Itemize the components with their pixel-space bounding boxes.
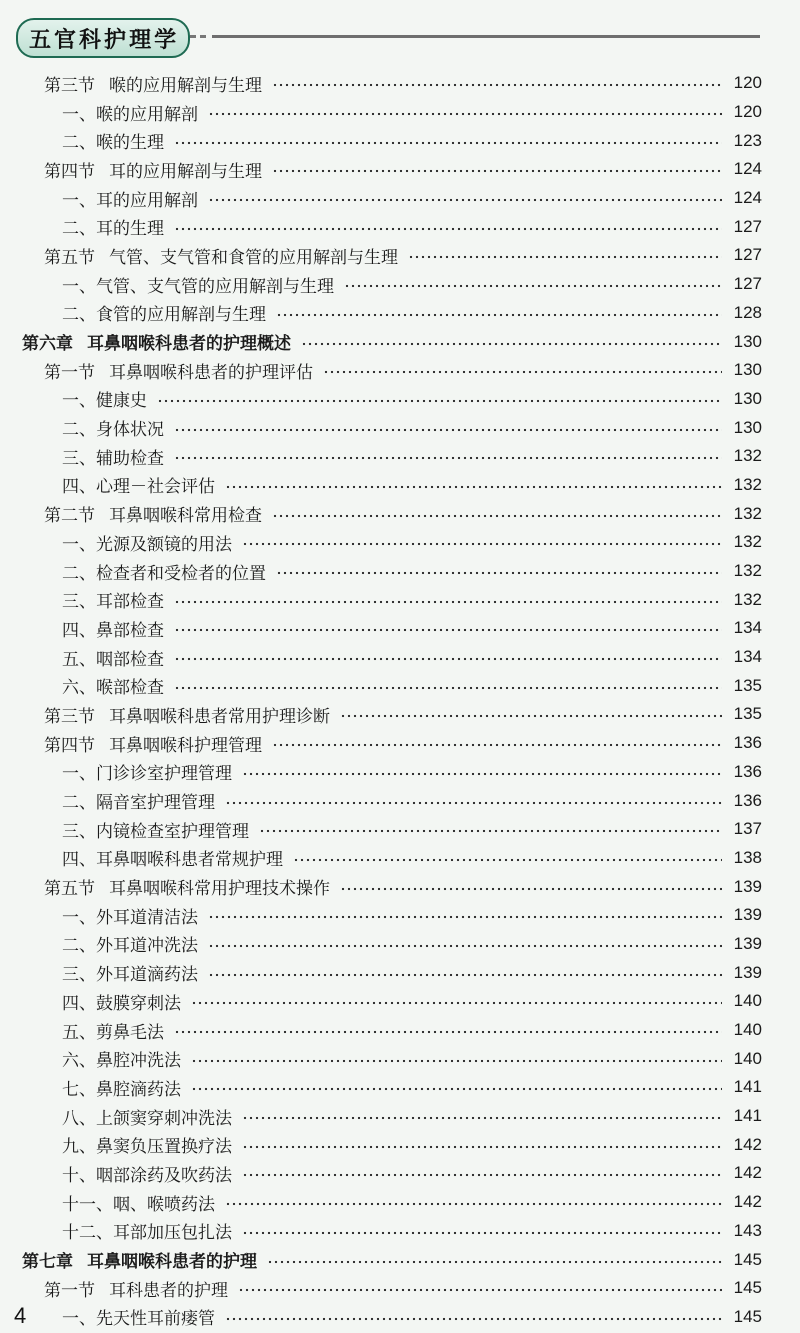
dot-leader — [242, 771, 722, 777]
toc-entry-number: 第一节 — [44, 362, 95, 383]
toc-entry-title: 二、喉的生理 — [62, 133, 164, 154]
dot-leader — [272, 513, 722, 519]
toc-entry-title: 耳鼻咽喉科常用检查 — [109, 506, 262, 527]
dot-leader — [242, 541, 722, 547]
toc-entry-label — [62, 788, 219, 813]
toc-item-row[interactable] — [0, 614, 800, 643]
toc-section-row[interactable] — [0, 499, 800, 528]
toc-item-row[interactable] — [0, 1016, 800, 1045]
toc-entry-label — [62, 1161, 236, 1186]
toc-entry-label — [44, 874, 334, 899]
dot-leader — [191, 1086, 722, 1092]
dot-leader — [340, 713, 722, 719]
dot-leader — [267, 1259, 722, 1265]
toc-entry-label — [62, 472, 219, 497]
toc-page-number: 130 — [733, 331, 762, 351]
toc-entry-number: 第六章 — [22, 334, 73, 355]
toc-entry-label — [62, 530, 236, 555]
toc-entry-number: 第三节 — [44, 75, 95, 96]
toc-entry-number: 第七章 — [22, 1252, 73, 1273]
toc-entry-title: 耳鼻咽喉科常用护理技术操作 — [109, 879, 330, 900]
toc-entry-label — [62, 300, 270, 325]
toc-page-number: 124 — [733, 188, 762, 208]
toc-page-number: 130 — [733, 360, 762, 380]
header-rule — [212, 35, 760, 38]
toc-page-number: 127 — [733, 245, 762, 265]
toc-entry-label — [62, 1018, 168, 1043]
toc-entry-title: 六、鼻腔冲洗法 — [62, 1051, 181, 1072]
toc-page-number: 132 — [733, 561, 762, 581]
toc-page-number: 132 — [733, 532, 762, 552]
toc-entry-title: 二、检查者和受检者的位置 — [62, 563, 266, 584]
dot-leader — [174, 427, 722, 433]
toc-entry-number: 第四节 — [44, 735, 95, 756]
toc-entry-label — [62, 415, 168, 440]
toc-entry-title: 三、外耳道滴药法 — [62, 965, 198, 986]
toc-page-number: 141 — [733, 1077, 762, 1097]
toc-entry-title: 四、鼻部检查 — [62, 620, 164, 641]
toc-entry-label — [62, 186, 202, 211]
toc-entry-title: 耳鼻咽喉科患者的护理概述 — [87, 334, 291, 355]
toc-entry-label — [62, 128, 168, 153]
table-of-contents — [0, 69, 800, 1331]
dot-leader — [174, 140, 722, 146]
toc-page-number: 145 — [733, 1278, 762, 1298]
dot-leader — [208, 972, 722, 978]
dot-leader — [340, 886, 722, 892]
toc-item-row[interactable] — [0, 585, 800, 614]
dot-leader — [174, 656, 722, 662]
toc-entry-title: 一、光源及额镜的用法 — [62, 534, 232, 555]
toc-page-number: 132 — [733, 503, 762, 523]
toc-page-number: 127 — [733, 216, 762, 236]
toc-item-row[interactable] — [0, 385, 800, 414]
toc-page-number: 135 — [733, 704, 762, 724]
book-title-char: 五 — [29, 27, 53, 53]
toc-section-row[interactable] — [0, 700, 800, 729]
dot-leader — [259, 828, 722, 834]
dot-leader — [242, 1172, 722, 1178]
toc-item-row[interactable] — [0, 844, 800, 873]
toc-page-number: 132 — [733, 474, 762, 494]
toc-entry-title: 一、气管、支气管的应用解剖与生理 — [62, 276, 334, 297]
toc-page-number: 120 — [733, 102, 762, 122]
toc-entry-number: 第三节 — [44, 706, 95, 727]
toc-entry-label — [62, 272, 338, 297]
toc-page-number: 135 — [733, 675, 762, 695]
toc-entry-title: 二、外耳道冲洗法 — [62, 936, 198, 957]
toc-page-number: 137 — [733, 819, 762, 839]
toc-page-number: 140 — [733, 1020, 762, 1040]
dot-leader — [174, 685, 722, 691]
toc-item-row[interactable] — [0, 413, 800, 442]
toc-entry-title: 气管、支气管和食管的应用解剖与生理 — [109, 247, 398, 268]
dot-leader — [323, 369, 722, 375]
book-title-char: 官 — [54, 27, 78, 53]
dot-leader — [208, 943, 722, 949]
toc-item-row[interactable] — [0, 758, 800, 787]
toc-item-row[interactable] — [0, 184, 800, 213]
dot-leader — [272, 82, 722, 88]
toc-entry-title: 耳鼻咽喉科患者常用护理诊断 — [109, 706, 330, 727]
dot-leader — [242, 1115, 722, 1121]
toc-item-row[interactable] — [0, 557, 800, 586]
toc-item-row[interactable] — [0, 442, 800, 471]
toc-page-number: 128 — [733, 302, 762, 322]
dot-leader — [272, 168, 722, 174]
toc-entry-label — [62, 960, 202, 985]
toc-page-number: 142 — [733, 1192, 762, 1212]
book-title-char: 护 — [104, 27, 128, 53]
toc-entry-label — [62, 100, 202, 125]
toc-entry-label — [62, 444, 168, 469]
toc-entry-title: 一、外耳道清洁法 — [62, 907, 198, 928]
toc-entry-number: 第五节 — [44, 879, 95, 900]
toc-entry-number: 第二节 — [44, 506, 95, 527]
dot-leader — [301, 341, 722, 347]
toc-item-row[interactable] — [0, 643, 800, 672]
toc-entry-label — [44, 157, 266, 182]
toc-entry-label — [62, 989, 185, 1014]
toc-entry-label — [62, 214, 168, 239]
toc-entry-label — [62, 559, 270, 584]
toc-chapter-row[interactable] — [0, 327, 800, 356]
book-title-char: 学 — [154, 27, 178, 53]
book-title-char: 科 — [79, 27, 103, 53]
toc-entry-label — [62, 587, 168, 612]
toc-page-number: 140 — [733, 991, 762, 1011]
dot-leader — [208, 914, 722, 920]
toc-entry-title: 六、喉部检查 — [62, 678, 164, 699]
toc-item-row[interactable] — [0, 958, 800, 987]
toc-entry-title: 四、鼓膜穿刺法 — [62, 993, 181, 1014]
dot-leader — [157, 398, 722, 404]
toc-page-number: 141 — [733, 1106, 762, 1126]
page-number: 4 — [14, 1303, 27, 1328]
toc-item-row[interactable] — [0, 1159, 800, 1188]
toc-entry-title: 一、喉的应用解剖 — [62, 104, 198, 125]
toc-item-row[interactable] — [0, 212, 800, 241]
toc-entry-title: 九、鼻窦负压置换疗法 — [62, 1137, 232, 1158]
toc-entry-title: 十一、咽、喉喷药法 — [62, 1194, 215, 1215]
toc-page-number: 132 — [733, 446, 762, 466]
toc-entry-label — [44, 1276, 232, 1301]
toc-page-number: 139 — [733, 905, 762, 925]
toc-section-row[interactable] — [0, 69, 800, 98]
toc-section-row[interactable] — [0, 241, 800, 270]
toc-page-number: 138 — [733, 847, 762, 867]
toc-page-number: 142 — [733, 1134, 762, 1154]
toc-page-number: 130 — [733, 388, 762, 408]
toc-page-number: 130 — [733, 417, 762, 437]
toc-item-row[interactable] — [0, 471, 800, 500]
toc-item-row[interactable] — [0, 1073, 800, 1102]
toc-page-number: 123 — [733, 130, 762, 150]
dot-leader — [174, 1029, 722, 1035]
toc-entry-label — [62, 903, 202, 928]
toc-section-row[interactable] — [0, 729, 800, 758]
toc-item-row[interactable] — [0, 98, 800, 127]
page-header — [0, 0, 800, 66]
dot-leader — [191, 1058, 722, 1064]
toc-entry-title: 耳鼻咽喉科护理管理 — [109, 735, 262, 756]
dot-leader — [174, 226, 722, 232]
toc-entry-title: 七、鼻腔滴药法 — [62, 1079, 181, 1100]
toc-entry-label — [62, 845, 287, 870]
dot-leader — [344, 283, 722, 289]
toc-entry-label — [44, 731, 266, 756]
toc-entry-label — [44, 358, 317, 383]
toc-entry-title: 五、咽部检查 — [62, 649, 164, 670]
toc-item-row[interactable] — [0, 1188, 800, 1217]
toc-item-row[interactable] — [0, 1217, 800, 1246]
toc-entry-title: 耳鼻咽喉科患者的护理评估 — [109, 362, 313, 383]
toc-entry-label — [62, 616, 168, 641]
toc-entry-number: 第一节 — [44, 1280, 95, 1301]
toc-entry-number: 第五节 — [44, 247, 95, 268]
dot-leader — [225, 1316, 722, 1322]
toc-chapter-row[interactable] — [0, 1245, 800, 1274]
dot-leader — [174, 627, 722, 633]
toc-item-row[interactable] — [0, 815, 800, 844]
toc-entry-title: 三、耳部检查 — [62, 592, 164, 613]
toc-entry-label — [62, 931, 202, 956]
dot-leader — [276, 570, 722, 576]
toc-item-row[interactable] — [0, 671, 800, 700]
toc-entry-title: 一、耳的应用解剖 — [62, 190, 198, 211]
toc-entry-label — [62, 673, 168, 698]
toc-entry-title: 一、先天性耳前瘘管 — [62, 1309, 215, 1330]
toc-entry-label — [62, 386, 151, 411]
toc-entry-label — [62, 1046, 185, 1071]
toc-entry-title: 八、上颌窦穿刺冲洗法 — [62, 1108, 232, 1129]
toc-item-row[interactable] — [0, 786, 800, 815]
toc-entry-title: 一、门诊诊室护理管理 — [62, 764, 232, 785]
toc-entry-title: 耳鼻咽喉科患者的护理 — [87, 1252, 257, 1273]
toc-item-row[interactable] — [0, 270, 800, 299]
toc-entry-label — [62, 1104, 236, 1129]
toc-entry-title: 一、健康史 — [62, 391, 147, 412]
toc-entry-title: 三、辅助检查 — [62, 448, 164, 469]
dot-leader — [174, 455, 722, 461]
toc-entry-label — [62, 759, 236, 784]
toc-entry-label — [22, 329, 295, 354]
toc-entry-label — [62, 645, 168, 670]
toc-entry-label — [62, 1190, 219, 1215]
toc-item-row[interactable] — [0, 1102, 800, 1131]
toc-entry-title: 十、咽部涂药及吹药法 — [62, 1165, 232, 1186]
toc-entry-title: 三、内镜检查室护理管理 — [62, 821, 249, 842]
toc-page-number: 132 — [733, 589, 762, 609]
toc-entry-title: 耳的应用解剖与生理 — [109, 161, 262, 182]
toc-page-number: 136 — [733, 733, 762, 753]
toc-entry-title: 十二、耳部加压包扎法 — [62, 1223, 232, 1244]
toc-page-number: 143 — [733, 1220, 762, 1240]
header-dash-decoration — [190, 35, 210, 38]
toc-entry-label — [44, 71, 266, 96]
dot-leader — [208, 111, 722, 117]
toc-entry-title: 二、食管的应用解剖与生理 — [62, 305, 266, 326]
toc-page-number: 139 — [733, 962, 762, 982]
toc-page-number: 127 — [733, 274, 762, 294]
toc-item-row[interactable] — [0, 930, 800, 959]
dot-leader — [225, 484, 722, 490]
toc-page-number: 136 — [733, 790, 762, 810]
toc-item-row[interactable] — [0, 528, 800, 557]
toc-entry-title: 耳科患者的护理 — [109, 1280, 228, 1301]
toc-section-row[interactable] — [0, 872, 800, 901]
toc-entry-title: 四、心理－社会评估 — [62, 477, 215, 498]
dot-leader — [174, 599, 722, 605]
toc-page-number: 139 — [733, 933, 762, 953]
dot-leader — [208, 197, 722, 203]
toc-entry-title: 喉的应用解剖与生理 — [109, 75, 262, 96]
toc-section-row[interactable] — [0, 1274, 800, 1303]
toc-item-row[interactable] — [0, 901, 800, 930]
toc-page-number: 134 — [733, 647, 762, 667]
toc-page-number: 136 — [733, 761, 762, 781]
toc-section-row[interactable] — [0, 356, 800, 385]
toc-entry-label — [62, 1075, 185, 1100]
dot-leader — [242, 1230, 722, 1236]
toc-page-number: 134 — [733, 618, 762, 638]
toc-entry-number: 第四节 — [44, 161, 95, 182]
dot-leader — [225, 800, 722, 806]
toc-page-number: 140 — [733, 1048, 762, 1068]
toc-entry-label — [62, 1218, 236, 1243]
book-title-badge — [16, 18, 190, 58]
toc-entry-title: 二、身体状况 — [62, 420, 164, 441]
toc-item-row[interactable] — [0, 1130, 800, 1159]
toc-entry-label — [44, 243, 402, 268]
toc-entry-label — [44, 501, 266, 526]
toc-entry-title: 五、剪鼻毛法 — [62, 1022, 164, 1043]
toc-section-row[interactable] — [0, 155, 800, 184]
dot-leader — [276, 312, 722, 318]
toc-item-row[interactable] — [0, 987, 800, 1016]
book-title-char: 理 — [129, 27, 153, 53]
toc-entry-title: 四、耳鼻咽喉科患者常规护理 — [62, 850, 283, 871]
toc-page-number: 139 — [733, 876, 762, 896]
toc-item-row[interactable] — [0, 1303, 800, 1332]
toc-entry-title: 二、隔音室护理管理 — [62, 793, 215, 814]
dot-leader — [272, 742, 722, 748]
toc-entry-label — [62, 1132, 236, 1157]
toc-item-row[interactable] — [0, 126, 800, 155]
toc-page-number: 120 — [733, 73, 762, 93]
toc-item-row[interactable] — [0, 1044, 800, 1073]
dot-leader — [408, 254, 722, 260]
toc-page-number: 145 — [733, 1306, 762, 1326]
toc-page-number: 145 — [733, 1249, 762, 1269]
toc-entry-label — [62, 817, 253, 842]
dot-leader — [238, 1287, 722, 1293]
toc-item-row[interactable] — [0, 299, 800, 328]
toc-entry-label — [44, 702, 334, 727]
dot-leader — [242, 1144, 722, 1150]
toc-entry-label — [22, 1247, 261, 1272]
toc-entry-title: 二、耳的生理 — [62, 219, 164, 240]
toc-page-number: 142 — [733, 1163, 762, 1183]
dot-leader — [191, 1000, 722, 1006]
dot-leader — [293, 857, 722, 863]
toc-entry-label — [62, 1304, 219, 1329]
toc-page-number: 124 — [733, 159, 762, 179]
dot-leader — [225, 1201, 722, 1207]
